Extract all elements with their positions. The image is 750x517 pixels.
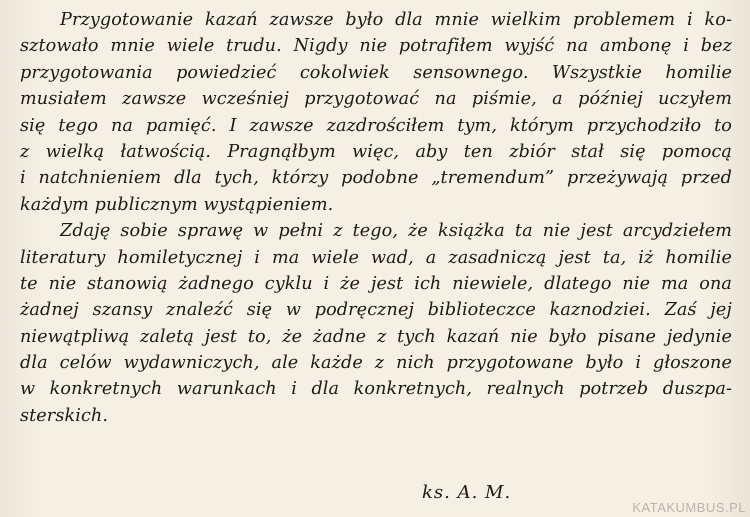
text-line: te nie stanowią żadnego cyklu i że jest ich niewiele, dlatego nie ma ona xyxy=(20,273,732,294)
text-line: przygotowania powiedzieć cokolwiek sensownego. Wszystkie homilie xyxy=(20,62,732,83)
text-line: musiałem zawsze wcześniej przygotować na piśmie, a później uczyłem xyxy=(20,89,732,110)
text-line: z wielką łatwością. Pragnąłbym więc, aby ten zbiór stał się pomocą xyxy=(20,141,732,162)
author-signature: ks. A. M. xyxy=(422,482,512,503)
watermark: KATAKUMBUS.PL xyxy=(632,500,746,515)
text-line: Zdaję sobie sprawę w pełni z tego, że książka ta nie jest arcydziełem xyxy=(60,221,732,242)
text-line: Przygotowanie kazań zawsze było dla mnie wielkim problemem i ko- xyxy=(60,10,732,30)
text-line: każdym publicznym wystąpieniem. xyxy=(20,194,334,215)
text-line: się tego na pamięć. I zawsze zazdrościłem tym, którym przychodziło to xyxy=(20,115,732,136)
text-line: dla celów wydawniczych, ale każde z nich przygotowane było i głoszone xyxy=(20,353,732,374)
text-line: sterskich. xyxy=(20,405,109,426)
text-line: żadnej szansy znaleźć się w podręcznej biblioteczce kaznodziei. Zaś jej xyxy=(20,300,732,321)
text-line: w konkretnych warunkach i dla konkretnych, realnych potrzeb duszpa- xyxy=(20,379,732,400)
text-line: niewątpliwą zaletą jest to, że żadne z tych kazań nie było pisane jedynie xyxy=(20,326,732,347)
text-line: literatury homiletycznej i ma wiele wad, a zasadniczą jest ta, iż homilie xyxy=(20,247,732,268)
text-line: i natchnieniem dla tych, którzy podobne „tremendum” przeżywają przed xyxy=(20,168,732,189)
preface-text xyxy=(20,7,732,429)
text-line: sztowało mnie wiele trudu. Nigdy nie potrafiłem wyjść na ambonę i bez xyxy=(20,36,732,57)
